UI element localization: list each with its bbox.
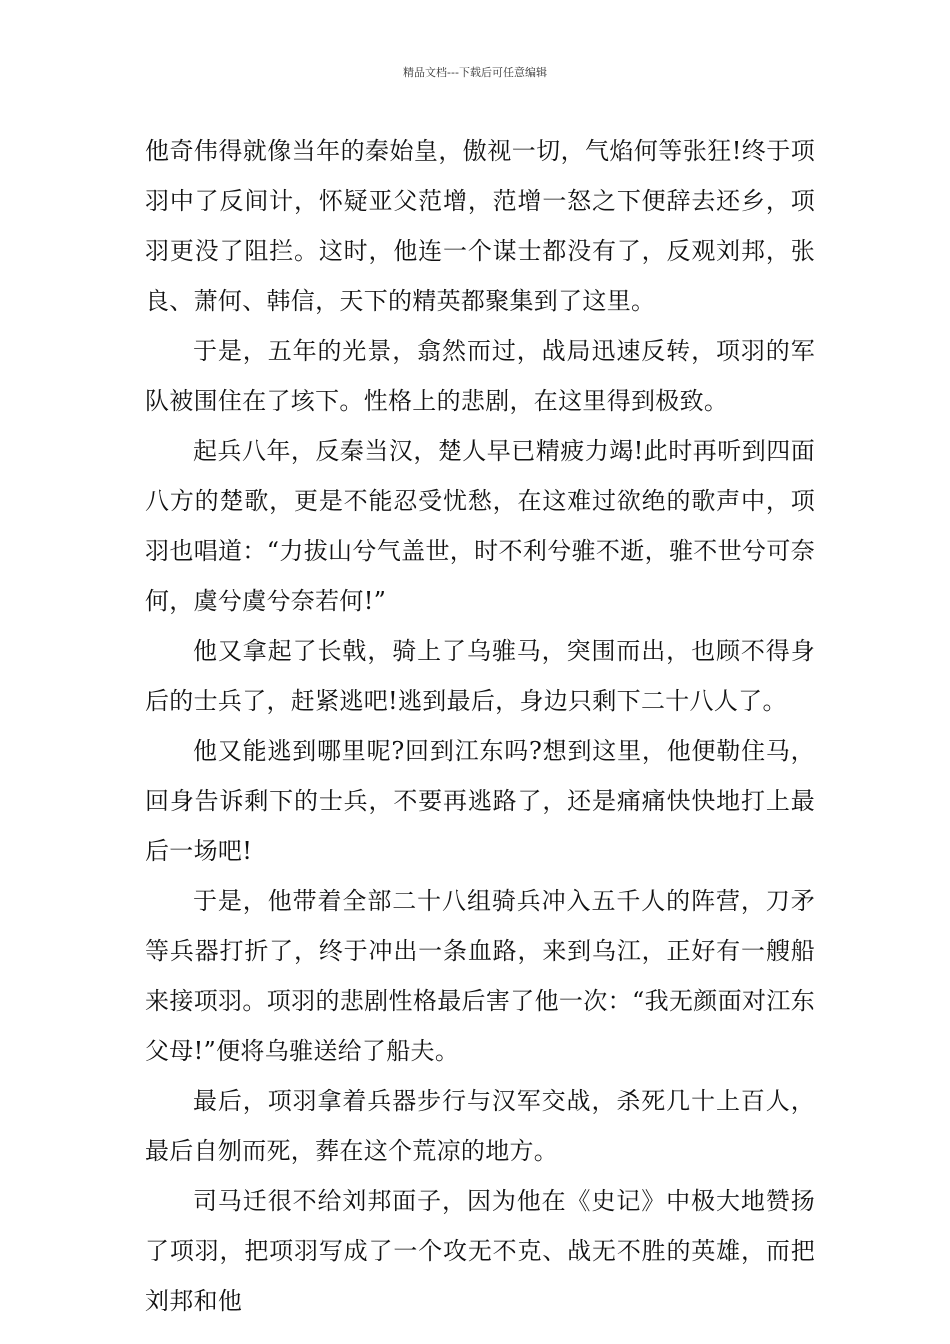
page-header: 精品文档---下载后可任意编辑	[403, 66, 547, 79]
paragraph: 于是，五年的光景，翕然而过，战局迅速反转，项羽的军队被围住在了垓下。性格上的悲剧，在这里得到极致。	[145, 337, 815, 415]
paragraph: 他又能逃到哪里呢?回到江东吗?想到这里，他便勒住马，回身告诉剩下的士兵，不要再逃路了，还是痛痛快快地打上最后一场吧!	[145, 737, 815, 865]
paragraph: 起兵八年，反秦当汉，楚人早已精疲力竭!此时再听到四面八方的楚歌，更是不能忍受忧愁，在这难过欲绝的歌声中，项羽也唱道：“力拔山兮气盖世，时不利兮骓不逝，骓不世兮可奈何，虞兮虞兮奈若何!”	[145, 437, 815, 615]
paragraph: 于是，他带着全部二十八组骑兵冲入五千人的阵营，刀矛等兵器打折了，终于冲出一条血路，来到乌江，正好有一艘船来接项羽。项羽的悲剧性格最后害了他一次：“我无颜面对江东父母!”便将乌骓送给了船夫。	[145, 887, 815, 1065]
paragraph: 最后，项羽拿着兵器步行与汉军交战，杀死几十上百人，最后自刎而死，葬在这个荒凉的地方。	[145, 1087, 815, 1165]
document-body	[145, 126, 815, 1326]
paragraph: 他奇伟得就像当年的秦始皇，傲视一切，气焰何等张狂!终于项羽中了反间计，怀疑亚父范增，范增一怒之下便辞去还乡，项羽更没了阻拦。这时，他连一个谋士都没有了，反观刘邦，张良、萧何、韩信，天下的精英都聚集到了这里。	[145, 137, 815, 315]
paragraph: 他又拿起了长戟，骑上了乌骓马，突围而出，也顾不得身后的士兵了，赶紧逃吧!逃到最后，身边只剩下二十八人了。	[145, 637, 815, 715]
paragraph: 司马迁很不给刘邦面子，因为他在《史记》中极大地赞扬了项羽，把项羽写成了一个攻无不克、战无不胜的英雄，而把刘邦和他	[145, 1187, 815, 1315]
